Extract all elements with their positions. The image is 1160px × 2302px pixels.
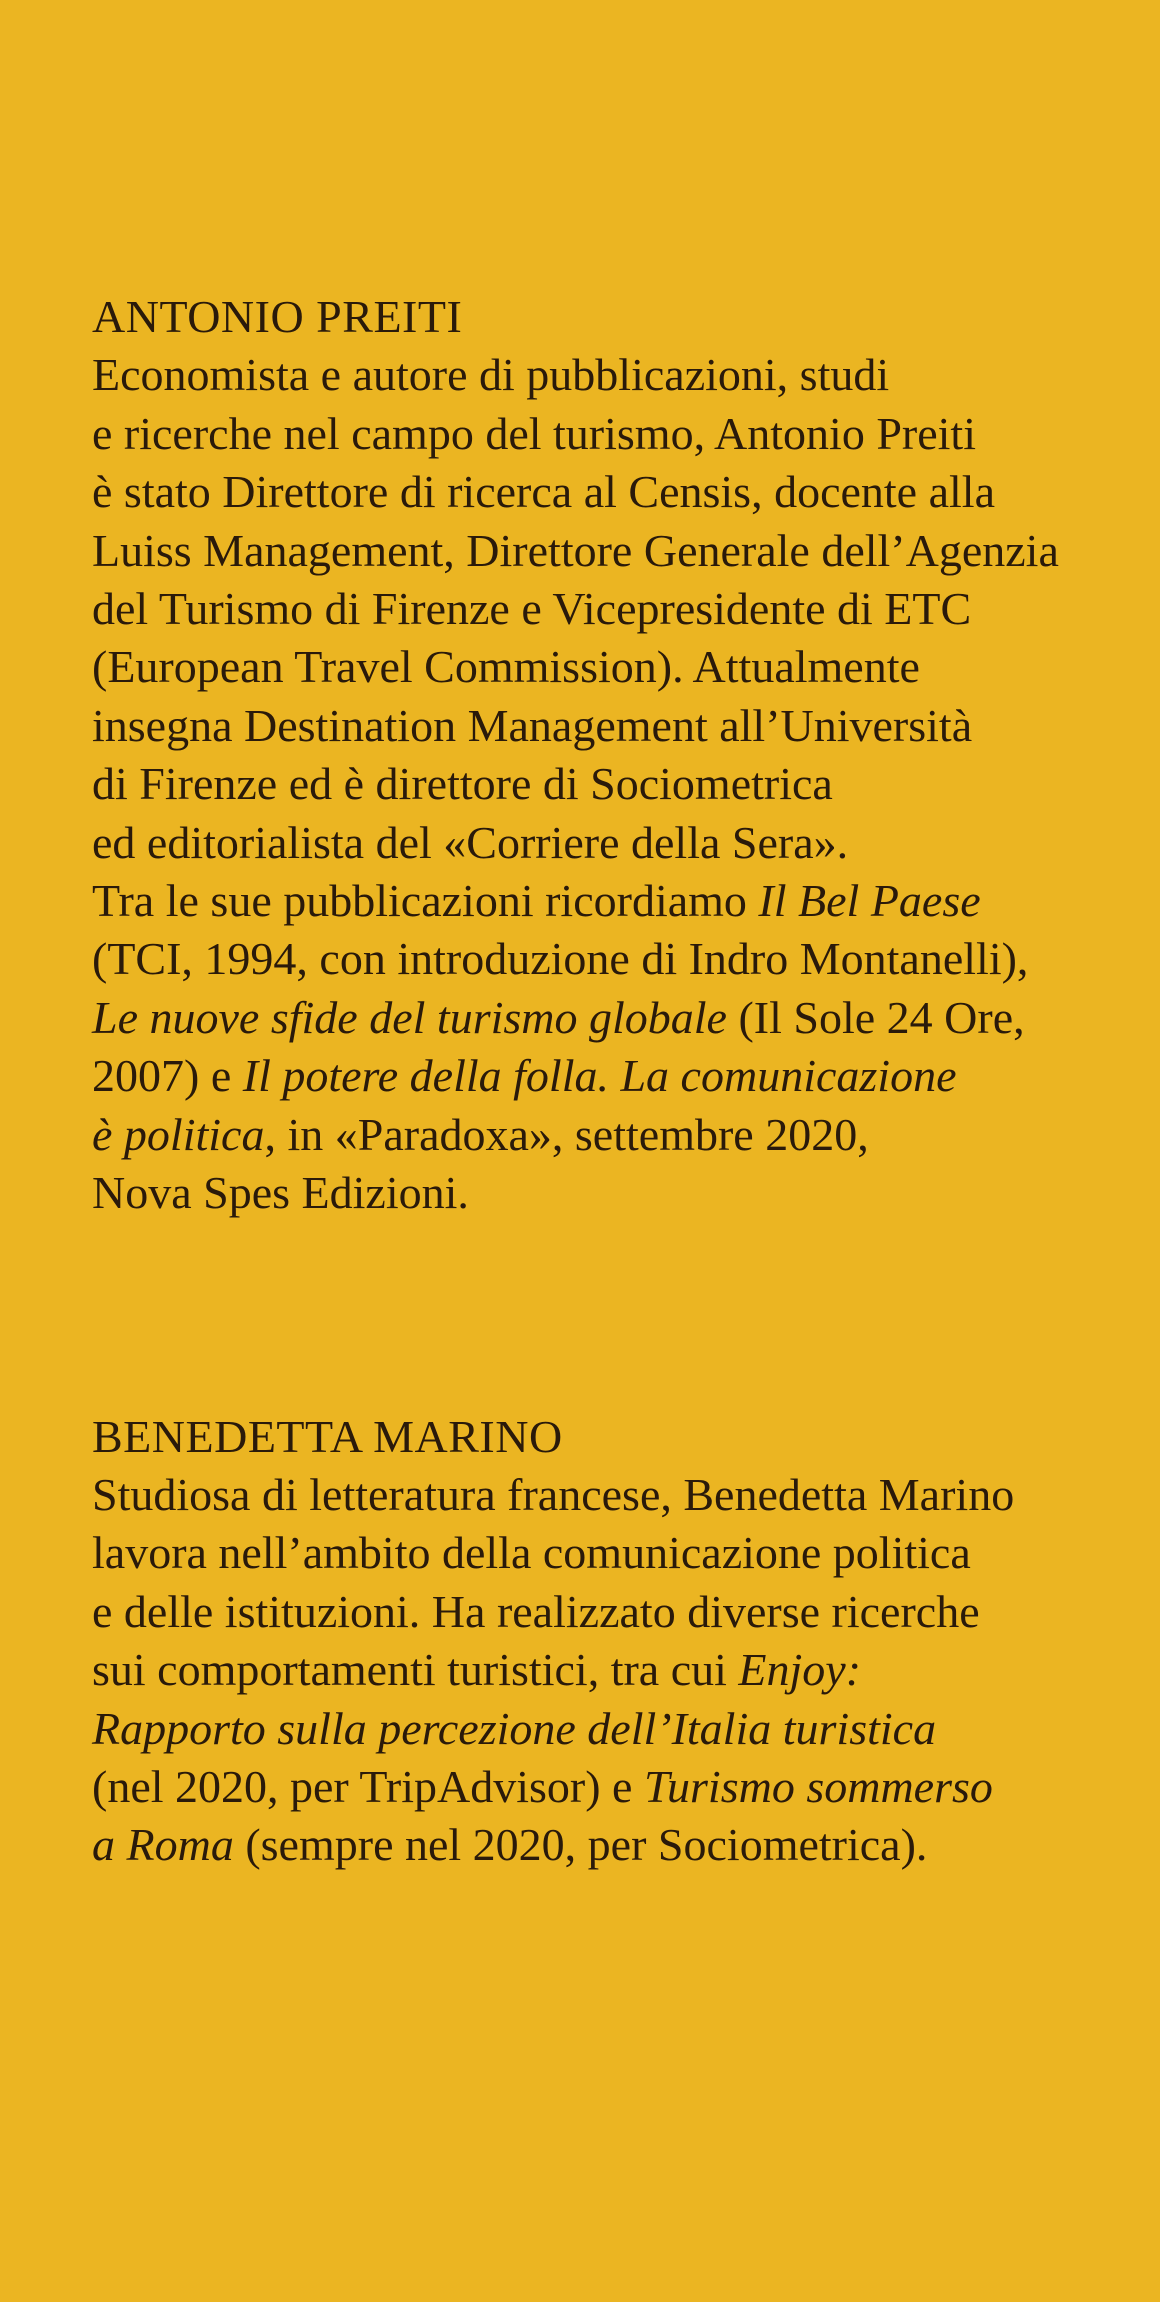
text-segment: (TCI, 1994, con introduzione di Indro Montanelli), [92,933,1029,985]
bio-line [92,405,1120,463]
bio-section-benedetta-marino [92,1408,1120,1875]
bio-line [92,1641,1120,1699]
text-segment: e ricerche nel campo del turismo, Antonio Preiti [92,407,976,459]
book-title-italic: Turismo sommerso [643,1760,993,1812]
text-segment: sui comportamenti turistici, tra cui [92,1644,739,1696]
book-title-italic: Enjoy: [738,1644,862,1696]
bio-line [92,1164,1120,1222]
author-name-heading: BENEDETTA MARINO [92,1410,563,1462]
author-name-heading: ANTONIO PREITI [92,291,463,342]
text-segment: (sempre nel 2020, per Sociometrica). [233,1819,928,1871]
bio-line [92,1700,1120,1758]
book-title-italic: a Roma [92,1819,234,1871]
bio-line [92,1816,1120,1874]
bio-line [92,1047,1120,1105]
book-title-italic: Il Bel Paese [758,875,981,927]
bio-line [92,580,1120,638]
bio-line [92,522,1120,580]
text-segment: Nova Spes Edizioni. [92,1167,469,1219]
text-segment: lavora nell’ambito della comunicazione politica [92,1527,971,1579]
bio-text-block [92,1466,1120,1875]
bio-line [92,463,1120,521]
text-segment: Economista e autore di pubblicazioni, studi [92,349,890,401]
book-title-italic: Il potere della folla. La comunicazione [242,1050,957,1102]
text-segment: del Turismo di Firenze e Vicepresidente di ETC [92,583,972,635]
bio-line [92,989,1120,1047]
text-segment: , in «Paradoxa», settembre 2020, [264,1108,869,1160]
bio-line [92,930,1120,988]
bio-line [92,1524,1120,1582]
text-segment: insegna Destination Management all’Università [92,699,973,751]
bio-line [92,1758,1120,1816]
bio-line [92,1583,1120,1641]
bio-line [92,346,1120,404]
bio-line [92,1106,1120,1164]
bio-line [92,638,1120,696]
text-segment: Studiosa di letteratura francese, Benedetta Marino [92,1468,1015,1520]
bio-line [92,697,1120,755]
book-title-italic: Le nuove sfide del turismo globale [92,991,727,1043]
bio-line [92,872,1120,930]
book-title-italic: Rapporto sulla percezione dell’Italia turistica [92,1702,937,1754]
text-segment: Luiss Management, Direttore Generale dell’Agenzia [92,524,1059,576]
bio-section-antonio-preiti [92,288,1120,1223]
bio-line [92,814,1120,872]
bio-line [92,755,1120,813]
text-segment: (nel 2020, per TripAdvisor) e [92,1760,644,1812]
text-segment: e delle istituzioni. Ha realizzato diverse ricerche [92,1585,980,1637]
text-segment: ed editorialista del «Corriere della Sera». [92,816,849,868]
text-segment: è stato Direttore di ricerca al Censis, docente alla [92,466,995,518]
text-segment: Tra le sue pubblicazioni ricordiamo [92,875,759,927]
text-segment: (European Travel Commission). Attualmente [92,641,920,693]
bio-line [92,1466,1120,1524]
text-segment: 2007) e [92,1050,243,1102]
book-title-italic: è politica [92,1108,265,1160]
bio-text-block [92,346,1120,1222]
text-segment: di Firenze ed è direttore di Sociometrica [92,758,833,810]
text-segment: (Il Sole 24 Ore, [726,991,1025,1043]
